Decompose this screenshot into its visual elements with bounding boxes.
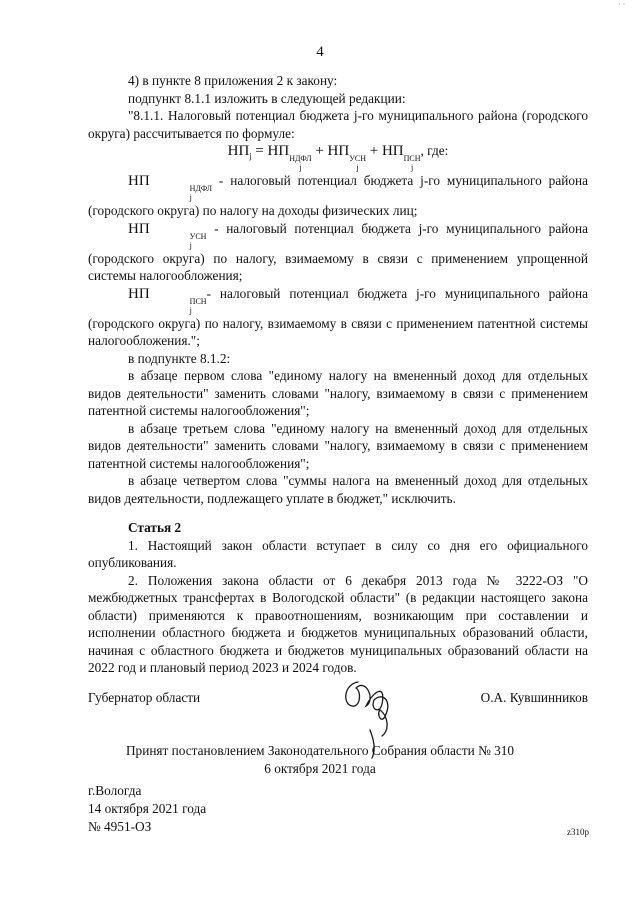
formula-lhs: НП — [227, 143, 250, 159]
definition-ndfl-symbol: НП — [128, 173, 150, 189]
formula-term-1-sub: j — [299, 163, 302, 172]
formula-term-2-sup: УСН — [349, 154, 366, 163]
formula-eq: = — [251, 143, 268, 159]
document-body — [88, 72, 588, 677]
formula-term-1-sup: НДФЛ — [289, 154, 312, 163]
adoption-line-2: 6 октября 2021 года — [264, 760, 376, 776]
article-2-title: Статья 2 — [128, 520, 182, 535]
formula-term-3: НП — [381, 143, 404, 159]
page-number: 4 — [316, 44, 324, 60]
law-number: № 4951-ОЗ — [88, 819, 152, 834]
definition-usn-sub: j — [189, 240, 192, 250]
formula-term-1: НП — [267, 143, 290, 159]
definition-ndfl-sub: j — [189, 193, 192, 202]
formula-plus-1: + — [311, 143, 328, 159]
subitem-812-intro: в подпункте 8.1.2: — [128, 350, 231, 366]
definition-usn-symbol: НП — [128, 220, 150, 237]
spacer — [88, 507, 588, 519]
definition-usn-sup: УСН — [189, 231, 207, 241]
adoption-line-1: Принят постановлением Законодательного Собрания области № 310 — [125, 743, 515, 758]
definition-psn-symbol: НП — [128, 285, 150, 302]
governor-name: О.А. Кувшинников — [480, 690, 588, 705]
paragraph-abzac-1: в абзаце первом слова "единому налогу на вмененный доход для отдельных видов деятельности" заменить словами "налогу, взимаемому в связи с применением патентной системы налогообложения"; — [88, 368, 588, 418]
city: г.Вологда — [88, 783, 142, 798]
document-code: z310p — [567, 827, 589, 837]
formula-term-3-sup: ПСН — [403, 154, 421, 163]
corner-mark: · · — [618, 0, 626, 9]
formula-term-2: НП — [327, 143, 350, 159]
formula-lhs-sub: j — [249, 151, 252, 161]
formula-plus-2: + — [366, 143, 382, 159]
definition-psn — [88, 285, 588, 350]
paragraph-abzac-3: в абзаце третьем слова "единому налогу на вмененный доход для отдельных видов деятельности" заменить словами "налогу, взимаемому в связи с применением патентной системы налогообложения"; — [88, 420, 588, 471]
definition-psn-text: - налоговый потенциал бюджета j-го муниципального района (городского округа) по налогу, взимаемому в связи с применением патентной системы налогообложения."; — [88, 285, 588, 348]
formula-term-3-sub: j — [410, 163, 414, 172]
paragraph-abzac-4: в абзаце четвертом слова "суммы налога на вмененный доход для отдельных видов деятельности, подлежащего уплате в бюджет," исключить. — [88, 473, 588, 506]
formula-tail: , где: — [420, 143, 449, 158]
definition-ndfl — [88, 172, 588, 220]
definition-psn-sup: ПСН — [189, 296, 207, 306]
governor-label: Губернатор области — [88, 690, 201, 705]
definition-psn-sub: j — [189, 305, 192, 315]
paragraph-811: "8.1.1. Налоговый потенциал бюджета j-го муниципального района (городского округа) рассчитывается по формуле: — [88, 108, 588, 141]
formula-term-2-sub: j — [356, 163, 359, 172]
definition-usn-text: - налоговый потенциал бюджета j-го муниципального района (городского округа) по налогу, взимаемому в связи с применением упрощенной системы налогообложения; — [88, 220, 588, 283]
place-date-number — [88, 782, 206, 836]
article-2-part-2: 2. Положения закона области от 6 декабря 2013 года № 3222-ОЗ "О межбюджетных трансфертах в Вологодской области" (в редакции настоящего закона области) применяются к правоотношениям, возникающим при составлении и исполнении областного бюджета и бюджетов муниципальных образований области, начиная с областного бюджета и бюджетов муниципальных образований области на 2022 год и плановый период 2023 и 2024 годов. — [88, 572, 588, 675]
adoption-note — [0, 742, 640, 777]
definition-ndfl-sup: НДФЛ — [189, 184, 213, 193]
formula — [88, 142, 588, 172]
article-2-part-1: 1. Настоящий закон области вступает в силу со дня его официального опубликования. — [88, 537, 588, 570]
signing-date: 14 октября 2021 года — [88, 801, 207, 816]
definition-usn — [88, 220, 588, 285]
definition-ndfl-text: - налоговый потенциал бюджета j-го муниципального района (городского округа) по налогу на доходы физических лиц; — [88, 173, 588, 218]
subitem-811-intro: подпункт 8.1.1 изложить в следующей редакции: — [128, 90, 406, 106]
item-4: 4) в пункте 8 приложения 2 к закону: — [128, 73, 338, 88]
